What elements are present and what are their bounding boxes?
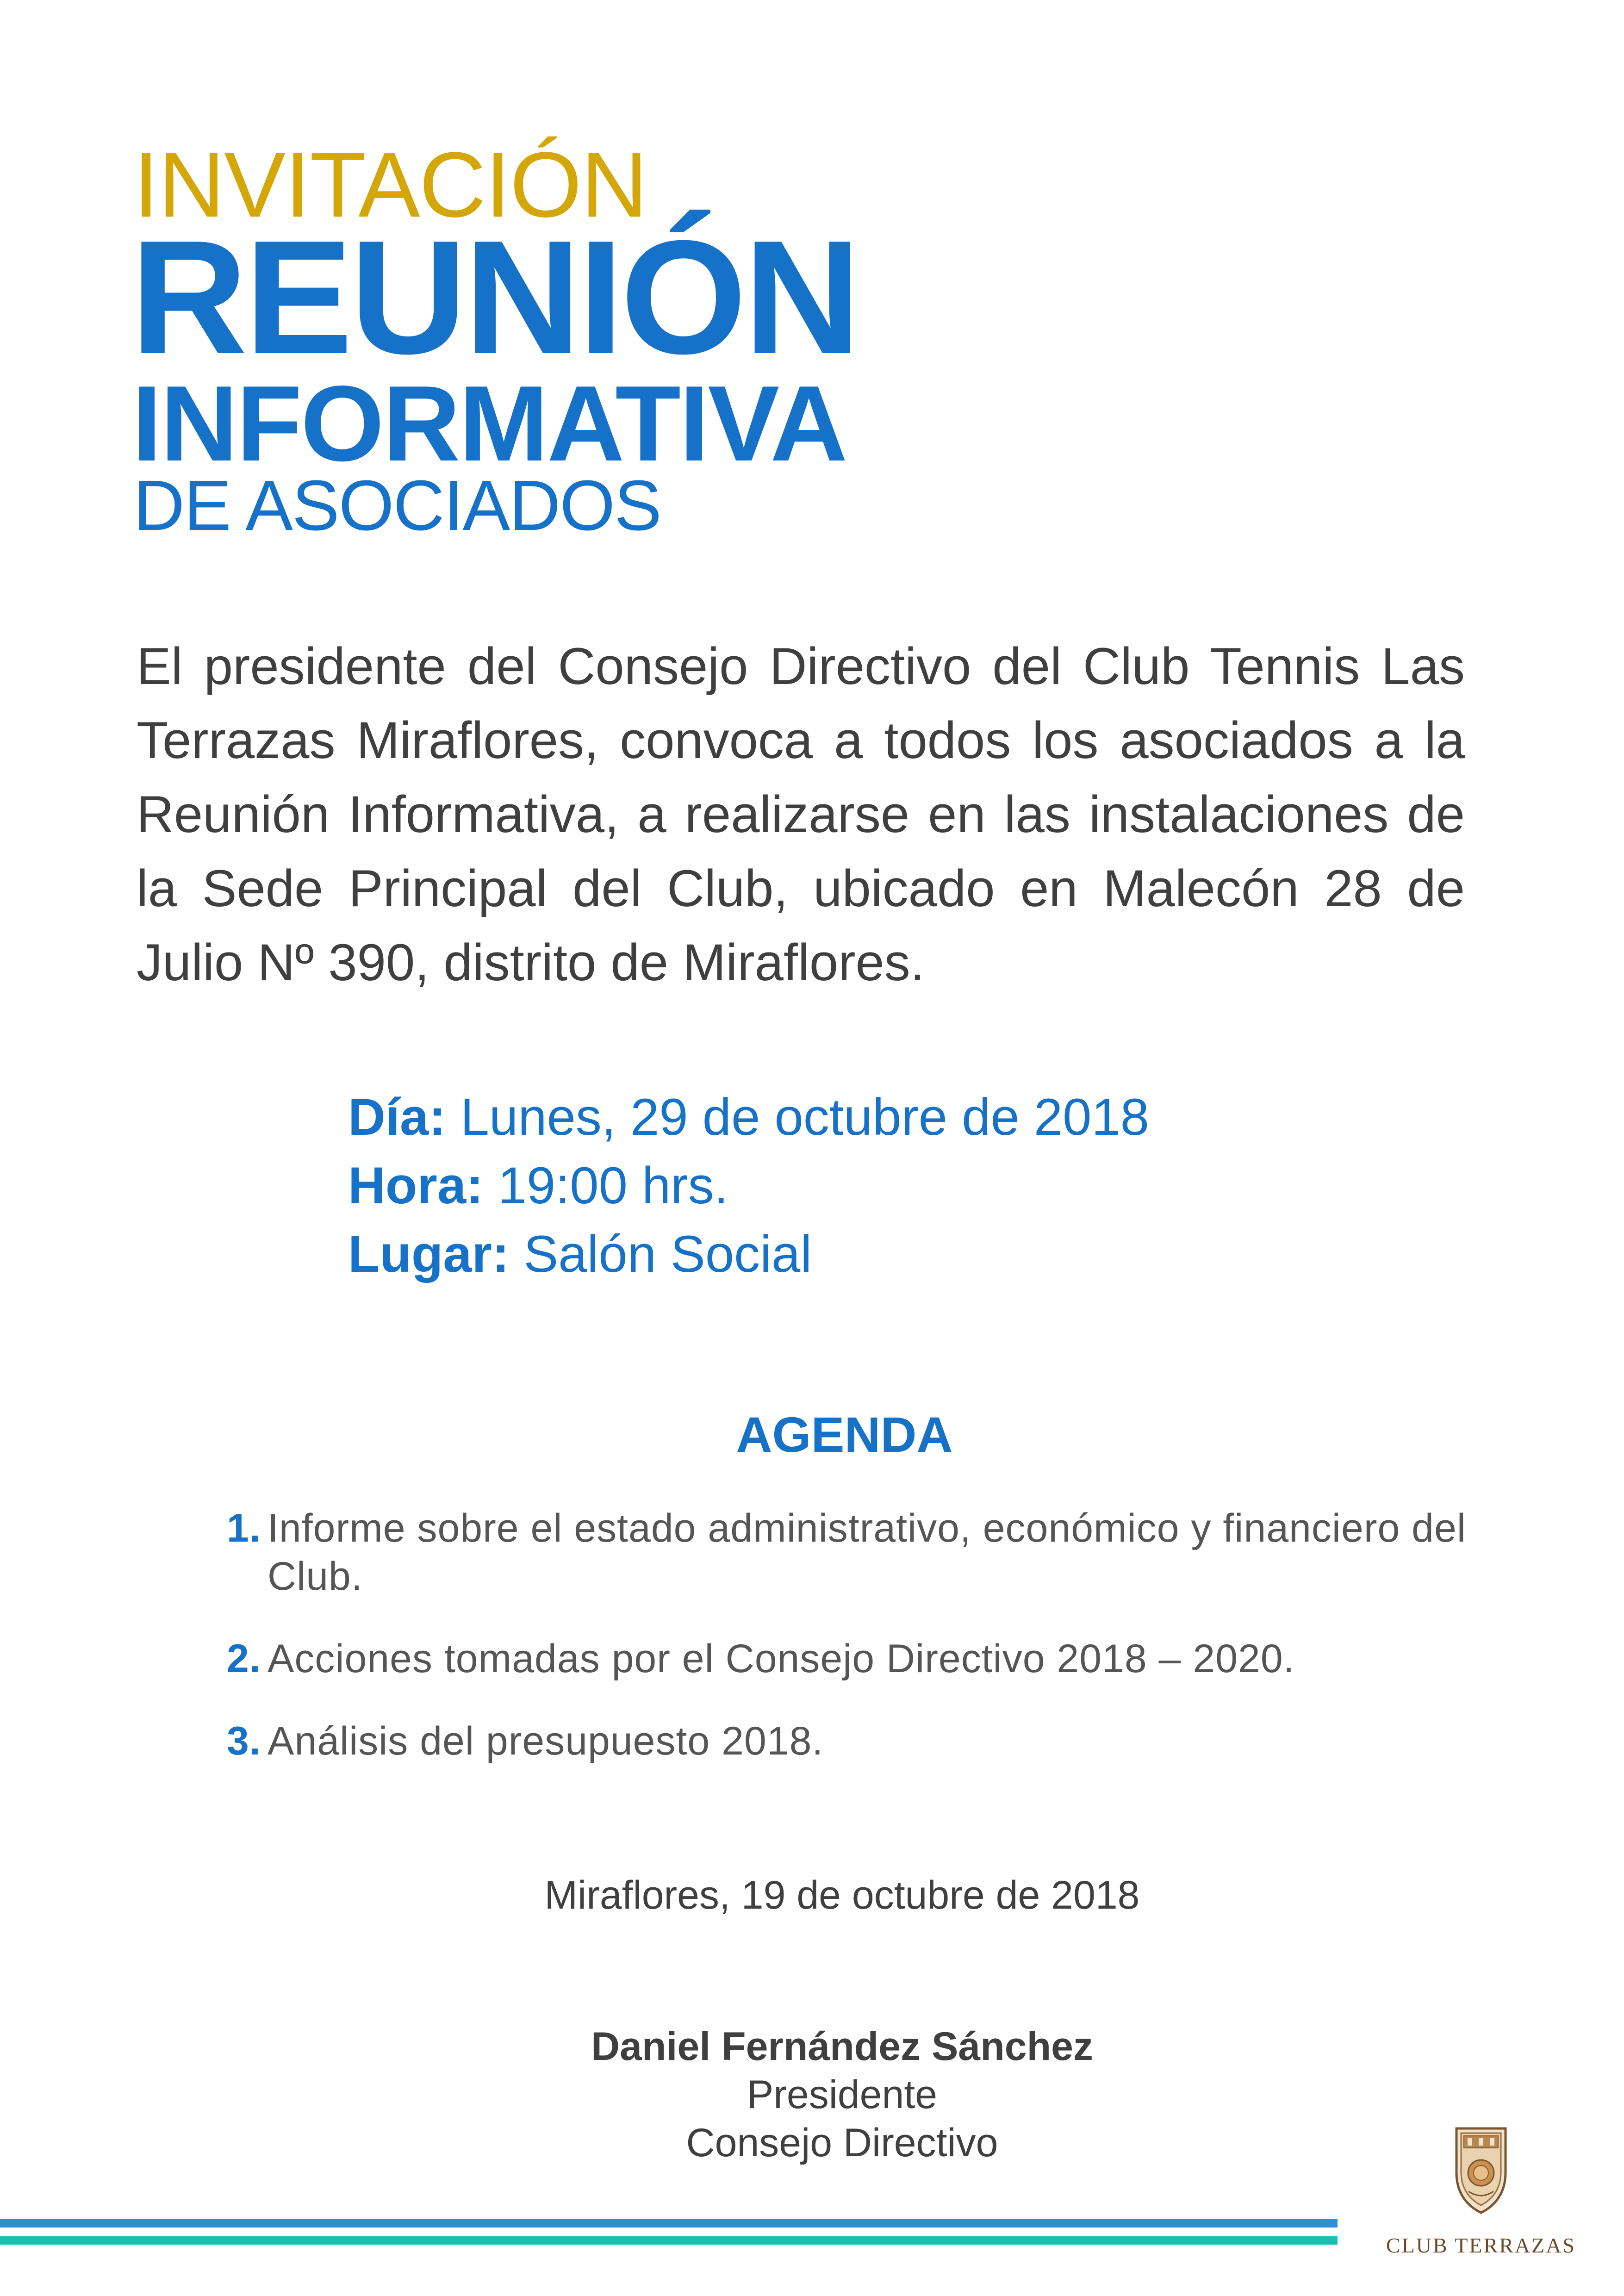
meeting-details — [348, 1083, 1149, 1288]
footer-stripe-blue — [0, 2219, 1338, 2228]
detail-lugar-label: Lugar: — [348, 1225, 510, 1283]
detail-dia — [348, 1083, 1149, 1151]
agenda-item-number: 3. — [227, 1719, 261, 1763]
detail-dia-label: Día: — [348, 1088, 446, 1146]
agenda-title: AGENDA — [736, 1406, 953, 1462]
detail-hora — [348, 1151, 1149, 1220]
club-crest-icon — [1455, 2127, 1507, 2215]
signature-role: Presidente — [747, 2072, 938, 2117]
agenda-item-text: Informe sobre el estado administrativo, económico y financiero del Club. — [268, 1506, 1466, 1599]
heading-invitacion: INVITACIÓN — [133, 133, 647, 236]
signature-name: Daniel Fernández Sánchez — [591, 2024, 1093, 2069]
agenda-item-text: Análisis del presupuesto 2018. — [268, 1719, 824, 1763]
agenda-list — [227, 1504, 1476, 1799]
agenda-item — [227, 1717, 1476, 1765]
detail-lugar — [348, 1220, 1149, 1288]
detail-hora-value: 19:00 hrs. — [498, 1157, 728, 1214]
heading-de-asociados: DE ASOCIADOS — [133, 466, 661, 545]
detail-lugar-value: Salón Social — [523, 1225, 812, 1283]
detail-hora-label: Hora: — [348, 1157, 484, 1214]
agenda-item-number: 1. — [227, 1506, 261, 1550]
agenda-item — [227, 1504, 1476, 1600]
place-date: Miraflores, 19 de octubre de 2018 — [544, 1873, 1140, 1917]
agenda-item — [227, 1635, 1476, 1683]
agenda-item-number: 2. — [227, 1636, 261, 1681]
heading-reunion: REUNIÓN — [131, 207, 858, 388]
club-logo — [1370, 2127, 1592, 2293]
intro-paragraph: El presidente del Consejo Directivo del Club Tennis Las Terrazas Miraflores, convoca a todos los asociados a la Reunión Informativa, a realizarse en las instalaciones de la Sede Principal del Club, ubicado en Malecón 28 de Julio Nº 390, distrito de Miraflores. — [137, 637, 1465, 991]
club-logo-text: CLUB TERRAZAS — [1386, 2234, 1576, 2257]
footer-stripe-teal — [0, 2236, 1338, 2245]
heading-informativa: INFORMATIVA — [132, 364, 846, 484]
detail-dia-value: Lunes, 29 de octubre de 2018 — [460, 1088, 1150, 1146]
agenda-item-text: Acciones tomadas por el Consejo Directivo 2018 – 2020. — [268, 1636, 1295, 1681]
signature-body: Consejo Directivo — [686, 2121, 998, 2165]
